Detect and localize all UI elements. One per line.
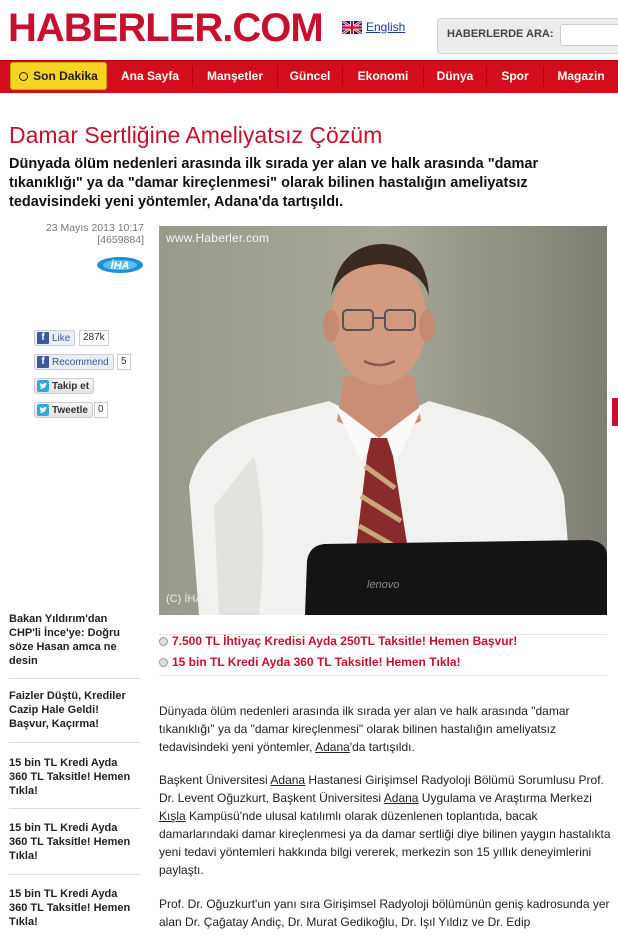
article-title: Damar Sertliğine Ameliyatsız Çözüm [9, 122, 383, 148]
nav-ekonomi[interactable]: Ekonomi [357, 69, 409, 83]
search-label: HABERLERDE ARA: [447, 28, 554, 40]
facebook-icon: f [37, 332, 49, 344]
sidebar-divider [9, 742, 141, 743]
recommend-label: Recommend [52, 356, 109, 368]
recommend-count: 5 [117, 354, 131, 370]
facebook-icon: f [37, 356, 49, 368]
news-id: [4659884] [97, 234, 144, 246]
twitter-follow-button[interactable] [34, 378, 94, 394]
nav-spor[interactable]: Spor [501, 69, 529, 83]
facebook-like-button[interactable] [34, 330, 75, 346]
text: Uygulama ve Araştırma Merkezi [418, 791, 592, 805]
clock-icon [19, 72, 28, 81]
laptop-brand-text: lenovo [367, 579, 400, 591]
promo-divider [159, 675, 607, 676]
article-lead: Dünyada ölüm nedenleri arasında ilk sırada yer alan ve halk arasında "damar tıkanıklığı" ya da "damar kireçlenmesi" olarak bilinen hastalığın ameliyatsız tedavisindeki yeni yöntemler, Adana'da tartışıldı. [9, 156, 539, 210]
article-paragraph-1 [159, 702, 618, 756]
side-tab-marker[interactable] [612, 398, 618, 426]
english-link[interactable]: English [366, 20, 406, 34]
iha-logo-icon [96, 254, 144, 274]
publish-date: 23 Mayıs 2013 10:17 [45, 222, 144, 234]
uk-flag-icon [342, 21, 362, 34]
promo-link-text: 15 bin TL Kredi Ayda 360 TL Taksitle! Hemen Tıkla! [172, 655, 461, 669]
nav-ana-sayfa[interactable]: Ana Sayfa [120, 69, 180, 83]
nav-mansetler[interactable]: Manşetler [206, 69, 264, 83]
promo-link[interactable] [159, 655, 599, 669]
site-logo[interactable]: HABERLER.COM [8, 6, 323, 50]
bullet-icon [159, 637, 168, 646]
adana-link[interactable]: Adana [270, 773, 306, 787]
photo-watermark: www.Haberler.com [166, 231, 270, 245]
text: Hastanesi Girişimsel Radyoloji Bölümü Sorumlusu Prof. Dr. Levent Oğuzkurt, Başkent Üniversitesi [159, 773, 604, 805]
sidebar-divider [9, 808, 141, 809]
facebook-recommend-button[interactable] [34, 354, 114, 370]
text: 'da tartışıldı. [349, 740, 415, 754]
language-switch[interactable] [342, 20, 405, 34]
speaker-photo-illustration [159, 226, 607, 615]
promo-link[interactable] [159, 634, 599, 648]
sidebar-news-item[interactable]: Bakan Yıldırım'dan CHP'li İnce'ye: Doğru söze Hasan amca ne desin [9, 613, 120, 667]
follow-label: Takip et [52, 380, 90, 392]
like-label: Like [52, 332, 71, 344]
nav-magazin[interactable]: Magazin [557, 69, 605, 83]
iha-agency-logo[interactable] [96, 254, 144, 274]
article-photo[interactable] [159, 226, 607, 615]
tweet-label: Tweetle [52, 404, 88, 416]
bullet-icon [159, 658, 168, 667]
iha-logo-text: İHA [110, 260, 130, 272]
article-paragraph-2 [159, 771, 618, 879]
kisla-link[interactable]: Kışla [159, 809, 186, 823]
sidebar-divider [9, 678, 141, 679]
text: Kampüsü'nde ulusal katılımlı olarak düzenlenen toplantıda, bacak damarlarındaki damar kireçlenmesi ya da damar sertliği diye bilinen yaygın hastalıkta yeni tedavi yöntemleri hakkında bilgi vererek, merkezin son 15 yıllık deneyimlerini paylaştı. [159, 809, 611, 877]
twitter-bird-icon [37, 380, 49, 392]
nav-label: Son Dakika [33, 69, 98, 83]
adana-link[interactable]: Adana [383, 791, 419, 805]
promo-link-text: 7.500 TL İhtiyaç Kredisi Ayda 250TL Taksitle! Hemen Başvur! [172, 634, 518, 648]
sidebar-news-item[interactable]: 15 bin TL Kredi Ayda 360 TL Taksitle! Hemen Tıkla! [9, 888, 131, 928]
sidebar-news-item[interactable]: 15 bin TL Kredi Ayda 360 TL Taksitle! Hemen Tıkla! [9, 757, 131, 797]
search-input[interactable] [560, 24, 618, 46]
adana-link[interactable]: Adana [315, 740, 350, 754]
text: Başkent Üniversitesi [159, 773, 271, 787]
like-count: 287k [79, 330, 109, 346]
twitter-bird-icon [37, 404, 49, 416]
nav-son-dakika[interactable] [10, 62, 107, 90]
twitter-tweet-button[interactable] [34, 402, 93, 418]
article-paragraph-3: Prof. Dr. Oğuzkurt'un yanı sıra Girişimsel Radyoloji bölümünün geniş kadrosunda yer alan Dr. Çağatay Andiç, Dr. Murat Gedikoğlu, Dr. Işıl Yıldız ve Dr. Edip [159, 897, 610, 929]
tweet-count: 0 [94, 402, 108, 418]
nav-dunya[interactable]: Dünya [436, 69, 474, 83]
photo-credit: (C) İHA [166, 593, 203, 605]
sidebar-divider [9, 874, 141, 875]
nav-guncel[interactable]: Güncel [289, 69, 331, 83]
sidebar-news-item[interactable]: Faizler Düştü, Krediler Cazip Hale Geldi! Başvur, Kaçırma! [9, 690, 126, 730]
sidebar-news-item[interactable]: 15 bin TL Kredi Ayda 360 TL Taksitle! Hemen Tıkla! [9, 822, 131, 862]
text: Dünyada ölüm nedenleri arasında ilk sırada yer alan ve halk arasında "damar tıkanıklığı" ya da "damar kireçlenmesi" olarak bilinen hastalığın ameliyatsız tedavisindeki yeni yöntemler, [159, 704, 570, 754]
